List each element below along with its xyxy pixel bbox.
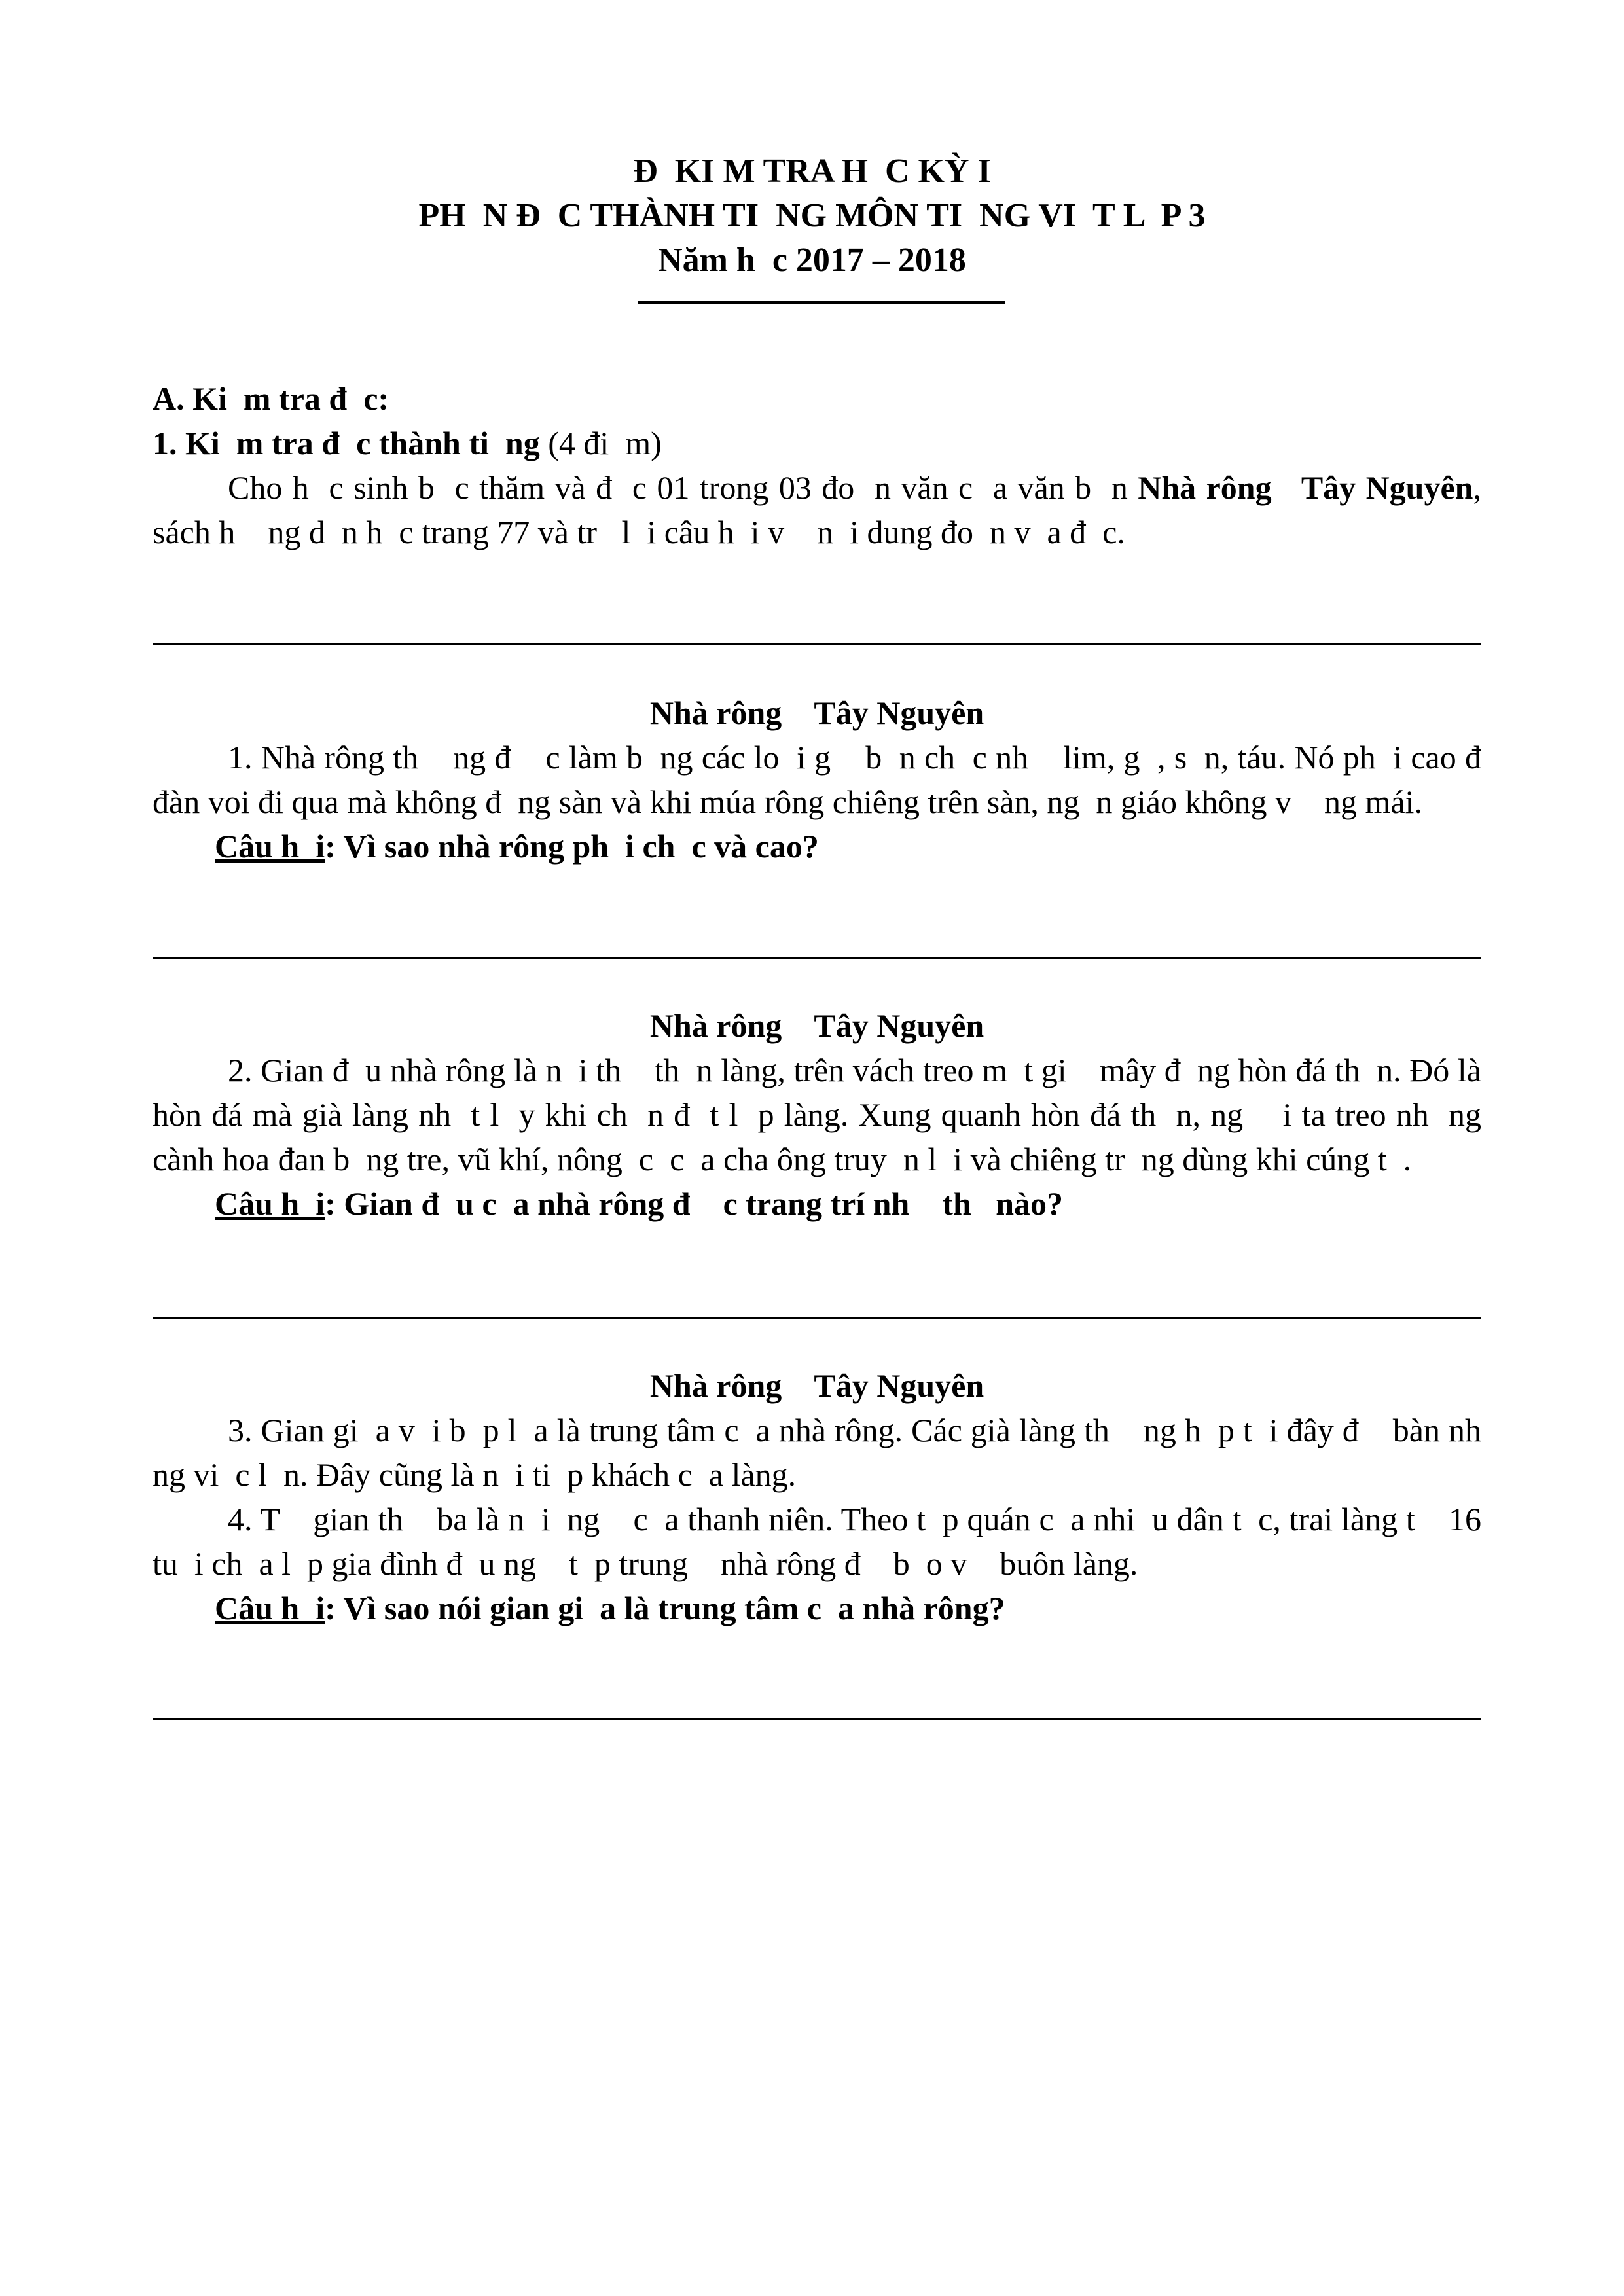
passage-question: [153, 1586, 1481, 1630]
passage-title: Nhà rông Tây Nguyên: [649, 1367, 984, 1404]
passage-title: Nhà rông Tây Nguyên: [649, 694, 984, 731]
question-label: Câu h i: [215, 1590, 325, 1626]
passage-question: [153, 1181, 1481, 1226]
passage-title: Nhà rông Tây Nguyên: [649, 1007, 984, 1044]
exam-subtitle: PH N Đ C THÀNH TI NG MÔN TI NG VI T L P 3: [418, 197, 1206, 234]
passage-paragraph: 1. Nhà rông th ng đ c làm b ng các lo i g b n ch c nh lim, g , s n, táu. Nó ph i cao đ đàn voi đi qua mà không đ ng sàn và khi múa rông chiêng trên sàn, ng n giáo không v ng mái.: [153, 739, 1514, 820]
section-a-subtitle: [153, 421, 1481, 465]
separator-line: [153, 643, 1481, 645]
question-label: Câu h i: [215, 828, 325, 865]
section-a-title: A. Ki m tra đ c:: [153, 380, 389, 417]
sub-title: 1. Ki m tra đ c thành ti ng: [153, 425, 540, 461]
question-text: : Gian đ u c a nhà rông đ c trang trí nh th nào?: [325, 1185, 1064, 1222]
school-year: Năm h c 2017 – 2018: [658, 242, 966, 279]
sub-points: (4 đi m): [539, 425, 662, 461]
separator-line: [153, 1317, 1481, 1319]
instruction-part2: , sách h ng d n h c trang 77 và tr l i câu h i v n i dung đo n v a đ c.: [153, 469, 1490, 550]
section-a: [153, 376, 1490, 554]
instruction-bold: Nhà rông Tây Nguyên: [1138, 469, 1473, 506]
passage-paragraph: 3. Gian gi a v i b p l a là trung tâm c a nhà rông. Các già làng th ng h p t i đây đ bàn nh ng vi c l n. Đây cũng là n i ti p khách c a làng.: [153, 1412, 1498, 1493]
exam-title: Đ KI M TRA H C KỲ I: [633, 152, 991, 190]
passage-paragraph: 4. T gian th ba là n i ng c a thanh niên. Theo t p quán c a nhi u dân t c, trai làng t 16 tu i ch a l p gia đình đ u ng t p trung nhà rông đ b o v buôn làng.: [153, 1501, 1490, 1582]
passage-paragraph: 2. Gian đ u nhà rông là n i th th n làng, trên vách treo m t gi mây đ ng hòn đá th n. Đó là hòn đá mà già làng nh t l y khi ch n đ t l p làng. Xung quanh hòn đá th n, ng i ta treo nh ng cành hoa đan b ng tre, vũ khí, nông c c a cha ông truy n l i và chiêng tr ng dùng khi cúng t .: [153, 1052, 1490, 1177]
passage-question: [153, 824, 1481, 869]
separator-line: [153, 1718, 1481, 1720]
question-label: Câu h i: [215, 1185, 325, 1222]
separator-line: [153, 957, 1481, 959]
question-text: : Vì sao nói gian gi a là trung tâm c a nhà rông?: [325, 1590, 1005, 1626]
passage-2: [153, 1003, 1490, 1226]
passage-3: [153, 1363, 1498, 1630]
instruction-paragraph: [153, 465, 1490, 554]
question-text: : Vì sao nhà rông ph i ch c và cao?: [325, 828, 819, 865]
instruction-part1: Cho h c sinh b c thăm và đ c 01 trong 03 đo n văn c a văn b n: [228, 469, 1138, 506]
header-underline: [638, 301, 1005, 304]
passage-1: [153, 691, 1514, 869]
